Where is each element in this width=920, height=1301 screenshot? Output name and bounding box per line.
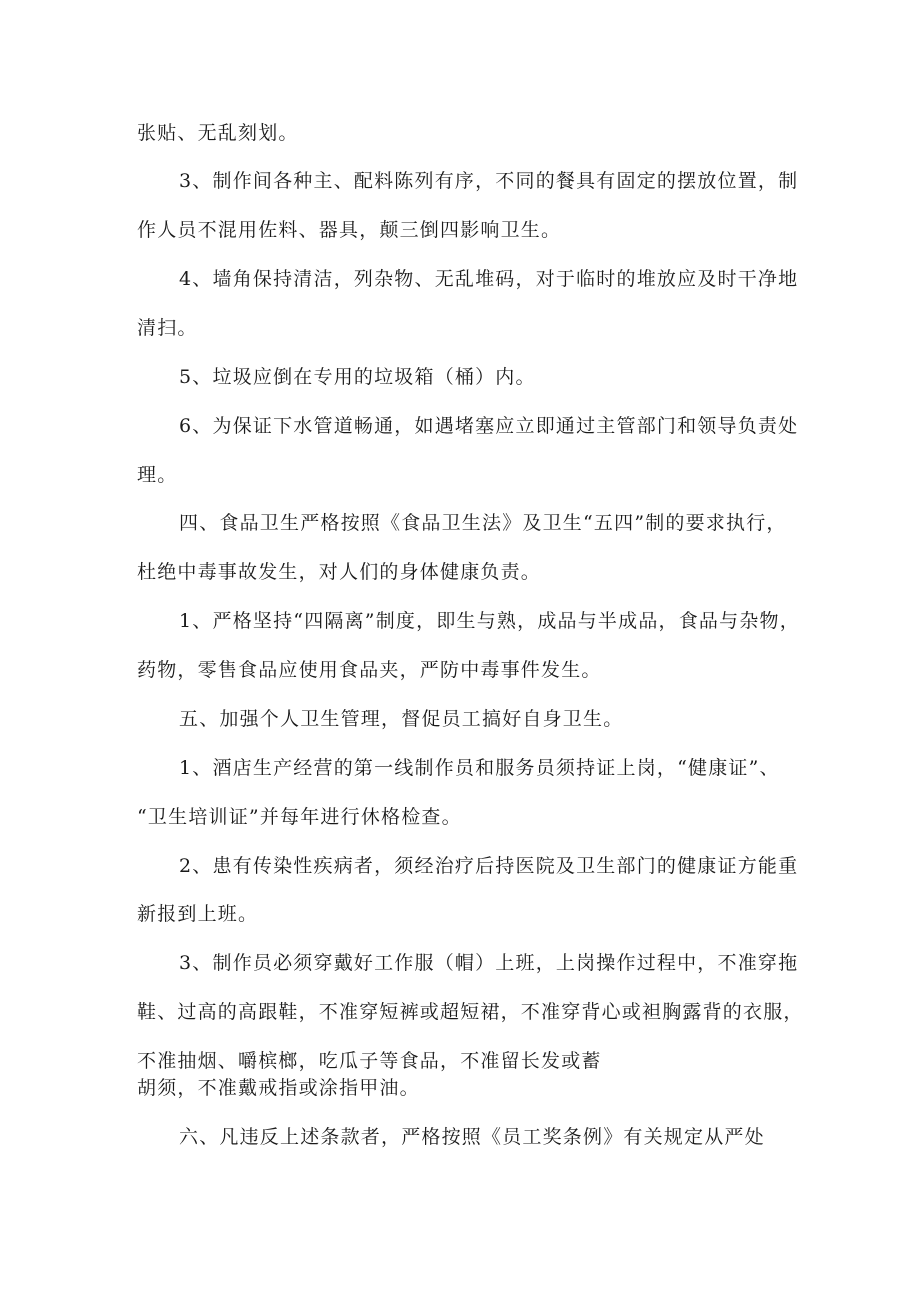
text-line: “卫生培训证”并每年进行休格检查。 [137, 806, 462, 828]
text-line: 胡须，不准戴戒指或涂指甲油。 [137, 1077, 420, 1099]
text-line: 理。 [137, 464, 178, 486]
text-line: 四、食品卫生严格按照《食品卫生法》及卫生“五四”制的要求执行， [179, 512, 787, 534]
text-line: 鞋、过高的高跟鞋，不准穿短裤或超短裙，不准穿背心或袒胸露背的衣服， [137, 1001, 804, 1023]
text-line: 五、加强个人卫生管理，督促员工搞好自身卫生。 [179, 708, 624, 730]
text-line: 新报到上班。 [137, 903, 259, 925]
text-line: 3、制作间各种主、配料陈列有序，不同的餐具有固定的摆放位置，制 [179, 170, 799, 192]
text-line: 作人员不混用佐料、器具，颠三倒四影响卫生。 [137, 219, 562, 241]
text-line: 1、酒店生产经营的第一线制作员和服务员须持证上岗，“健康证”、 [179, 757, 780, 779]
text-line: 3、制作员必须穿戴好工作服（帽）上班，上岗操作过程中，不准穿拖 [179, 952, 799, 974]
text-line: 杜绝中毒事故发生，对人们的身体健康负责。 [137, 561, 542, 583]
text-line: 清扫。 [137, 317, 198, 339]
text-line: 不准抽烟、嚼槟榔，吃瓜子等食品，不准留长发或蓄 [137, 1050, 602, 1072]
text-line: 4、墙角保持清洁，列杂物、无乱堆码，对于临时的堆放应及时干净地 [179, 268, 799, 290]
text-line: 六、凡违反上述条款者，严格按照《员工奖条例》有关规定从严处 [179, 1126, 765, 1148]
text-line: 药物，零售食品应使用食品夹，严防中毒事件发生。 [137, 659, 602, 681]
text-line: 张贴、无乱刻划。 [137, 122, 299, 144]
text-line: 6、为保证下水管道畅通，如遇堵塞应立即通过主管部门和领导负责处 [179, 415, 799, 437]
text-line: 2、患有传染性疾病者，须经治疗后持医院及卫生部门的健康证方能重 [179, 855, 799, 877]
text-line: 1、严格坚持“四隔离”制度，即生与熟，成品与半成品，食品与杂物， [179, 610, 800, 632]
text-line: 5、垃圾应倒在专用的垃圾箱（桶）内。 [179, 366, 536, 388]
